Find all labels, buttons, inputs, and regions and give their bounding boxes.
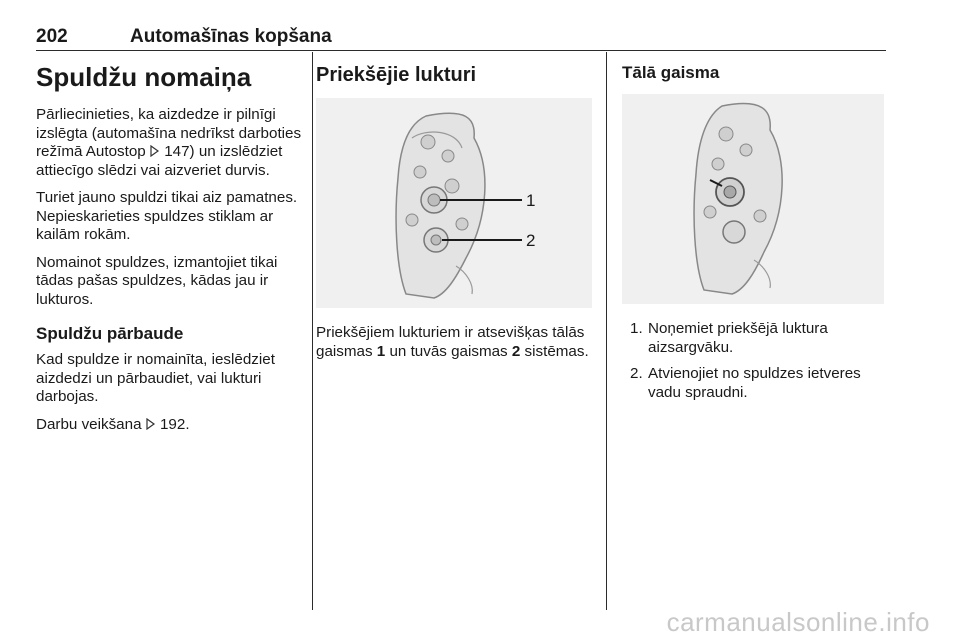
step-item: 1. Noņemiet priekšējā luktura aizsargvāku.: [630, 320, 828, 356]
column-divider-1: [312, 52, 313, 610]
paragraph-headlamp-systems: Priekšējiem lukturiem ir atsevišķas tālās gaismas 1 un tuvās gaismas 2 sistēmas.: [316, 324, 589, 360]
high-beam-figure: [622, 94, 884, 304]
column-right: [622, 62, 890, 410]
running-title: Automašīnas kopšana: [130, 26, 332, 47]
paragraph-same-bulbs: Nomainot spuldzes, izmantojiet tikai tādas pašas spuldzes, kādas jau ir lukturos.: [36, 253, 278, 308]
column-divider-2: [606, 52, 607, 610]
headlamp-illustration: [316, 98, 592, 308]
watermark: carmanualsonline.info: [666, 607, 930, 637]
step-list: [622, 320, 890, 402]
paragraph-workshop: Darbu veikšana 192.: [36, 415, 190, 433]
callout-2: 2: [526, 231, 536, 250]
subheading-bulb-check: Spuldžu pārbaude: [36, 324, 184, 343]
page-ref-link[interactable]: 192.: [159, 415, 190, 433]
paragraph-ignition: Pārliecinieties, ka aizdedze ir pilnīgi izslēgta (automašīna nedrīkst darboties režīmā Autostop 147) un izslēdziet attiecīgo slēdzi vai aizveriet durvis.: [36, 106, 302, 179]
step-item: 2. Atvienojiet no spuldzes ietveres vadu spraudni.: [630, 365, 861, 401]
high-beam-illustration: [622, 94, 884, 304]
page-header: [36, 24, 886, 51]
column-middle: [316, 62, 594, 370]
callout-1: 1: [526, 191, 536, 210]
arrow-ref-icon: [150, 145, 160, 157]
page-ref-link[interactable]: 147: [164, 143, 190, 160]
column-left: [36, 62, 302, 443]
section-heading: Spuldžu nomaiņa: [36, 62, 252, 92]
section-heading: Priekšējie lukturi: [316, 64, 477, 86]
paragraph-handle-bulb: Turiet jauno spuldzi tikai aiz pamatnes. Nepieskarieties spuldzes stiklam ar kailām rokām.: [36, 189, 298, 243]
headlamp-figure: [316, 98, 592, 308]
arrow-ref-icon: [146, 418, 156, 430]
paragraph-check-lights: Kad spuldze ir nomainīta, ieslēdziet aizdedzi un pārbaudiet, vai lukturi darbojas.: [36, 351, 275, 405]
page-number: 202: [36, 26, 68, 47]
section-heading: Tālā gaisma: [622, 63, 720, 82]
